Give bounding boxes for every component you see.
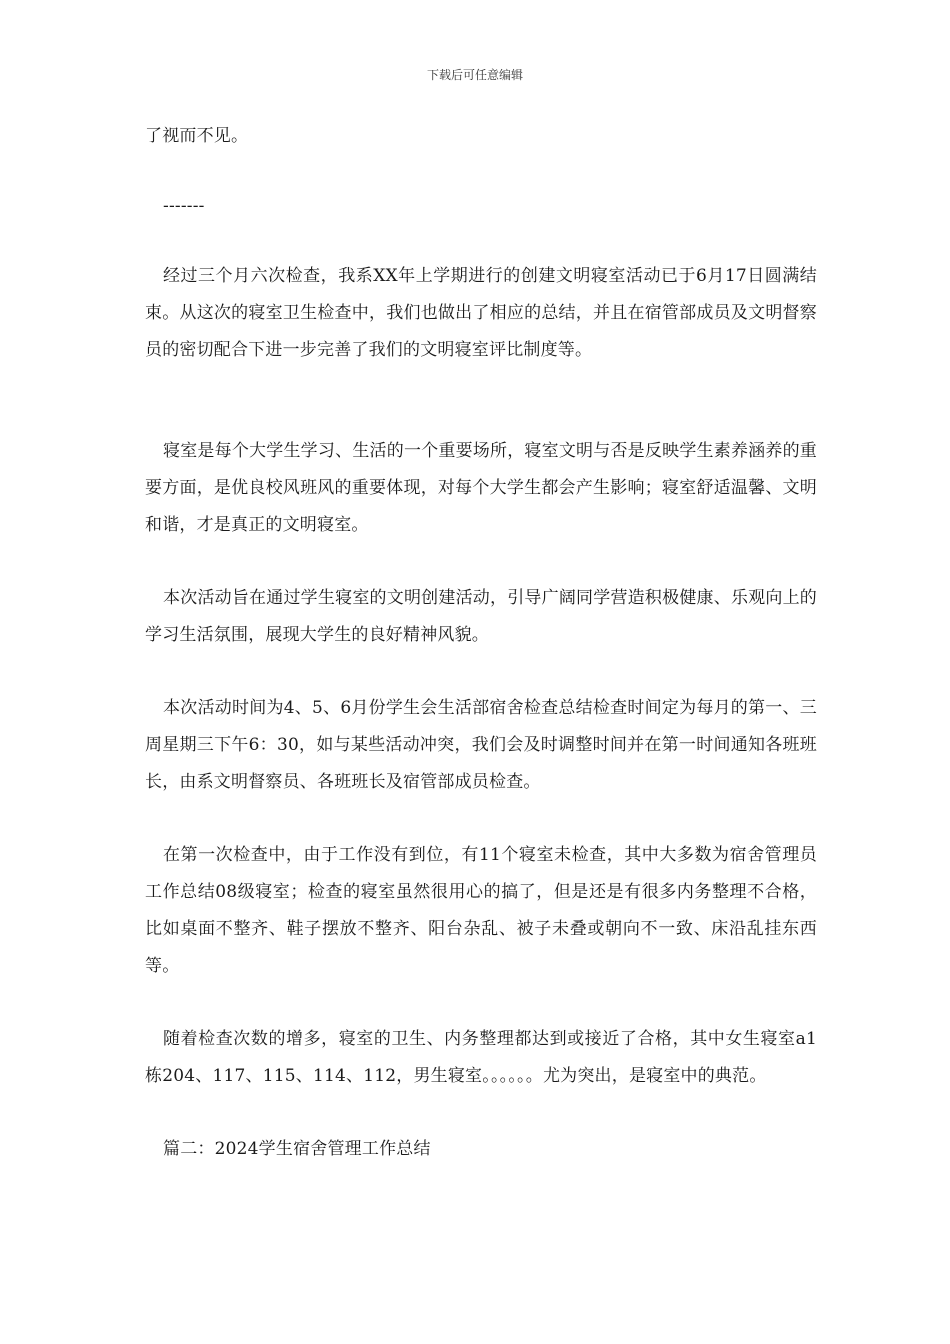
paragraph-4: 本次活动旨在通过学生寝室的文明创建活动，引导广阔同学营造积极健康、乐观向上的学习生活氛围，展现大学生的良好精神风貌。 xyxy=(145,588,817,645)
document-body xyxy=(145,118,817,1168)
paragraph-3: 寝室是每个大学生学习、生活的一个重要场所，寝室文明与否是反映学生素养涵养的重要方面，是优良校风班风的重要体现，对每个大学生都会产生影响；寝室舒适温馨、文明和谐，才是真正的文明寝室。 xyxy=(145,441,817,535)
separator-line: ------- xyxy=(163,196,205,216)
paragraph-6: 在第一次检查中，由于工作没有到位，有11个寝室未检查，其中大多数为宿舍管理员工作总结08级寝室；检查的寝室虽然很用心的搞了，但是还是有很多内务整理不合格，比如桌面不整齐、鞋子摆放不整齐、阳台杂乱、被子未叠或朝向不一致、床沿乱挂东西等。 xyxy=(145,845,817,976)
section-heading: 篇二：2024学生宿舍管理工作总结 xyxy=(163,1139,431,1159)
paragraph-7: 随着检查次数的增多，寝室的卫生、内务整理都达到或接近了合格，其中女生寝室a1栋204、117、115、114、112，男生寝室。。。。。。尤为突出，是寝室中的典范。 xyxy=(145,1029,817,1086)
paragraph-1: 了视而不见。 xyxy=(145,126,249,146)
paragraph-5: 本次活动时间为4、5、6月份学生会生活部宿舍检查总结检查时间定为每月的第一、三周星期三下午6：30，如与某些活动冲突，我们会及时调整时间并在第一时间通知各班班长，由系文明督察员、各班班长及宿管部成员检查。 xyxy=(145,698,817,792)
paragraph-2: 经过三个月六次检查，我系XX年上学期进行的创建文明寝室活动已于6月17日圆满结束。从这次的寝室卫生检查中，我们也做出了相应的总结，并且在宿管部成员及文明督察员的密切配合下进一步完善了我们的文明寝室评比制度等。 xyxy=(145,266,817,360)
header-note: 下载后可任意编辑 xyxy=(426,68,523,82)
